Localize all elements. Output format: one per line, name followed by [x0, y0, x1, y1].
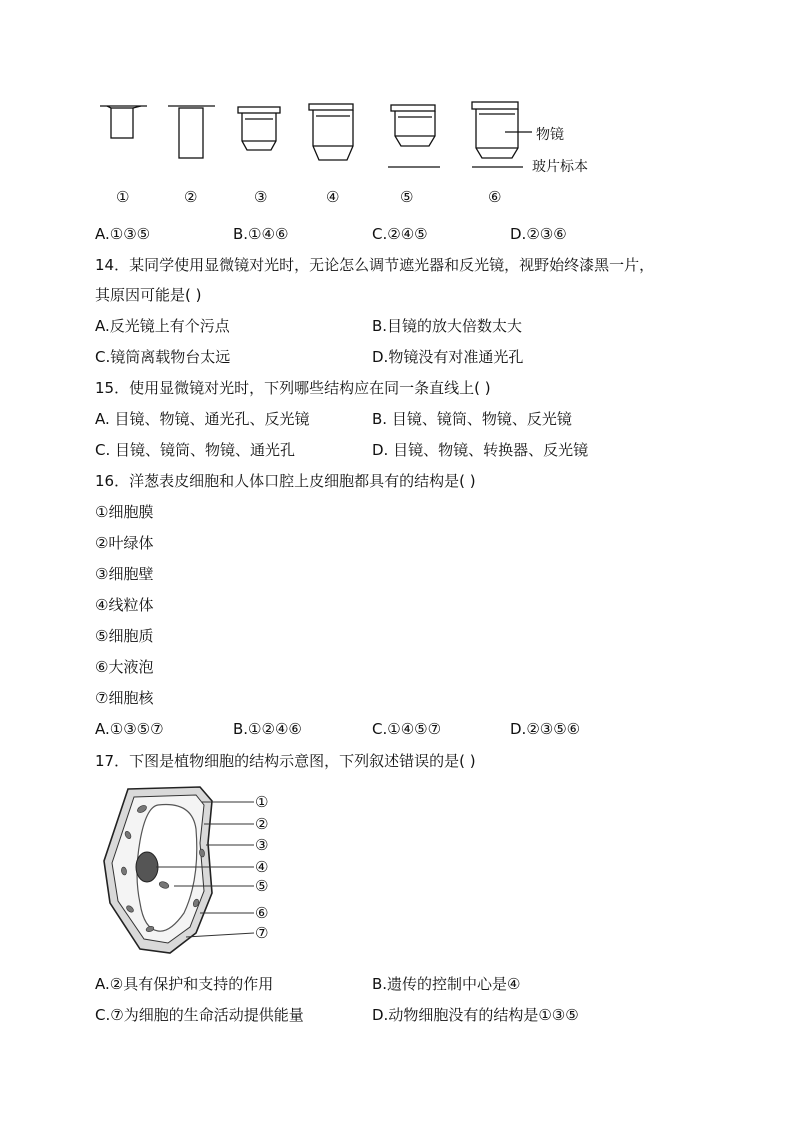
- lens-number-4: ④: [326, 188, 340, 206]
- q17-option-c: C.⑦为细胞的生命活动提供能量: [95, 1006, 304, 1024]
- q13-option-c: C.②④⑤: [372, 225, 428, 243]
- q16-item-6: ⑥大液泡: [95, 658, 154, 676]
- q16-option-a: A.①③⑤⑦: [95, 720, 164, 738]
- q16-item-1: ①细胞膜: [95, 503, 154, 521]
- lens-number-3: ③: [254, 188, 268, 206]
- q13-option-b: B.①④⑥: [233, 225, 289, 243]
- q13-option-d: D.②③⑥: [510, 225, 567, 243]
- cell-label-4: ④: [255, 858, 269, 876]
- q16-item-5: ⑤细胞质: [95, 627, 154, 645]
- q15-option-a: A. 目镜、物镜、通光孔、反光镜: [95, 410, 310, 428]
- q16-option-c: C.①④⑤⑦: [372, 720, 442, 738]
- q15-option-d: D. 目镜、物镜、转换器、反光镜: [372, 441, 589, 459]
- q16-option-d: D.②③⑤⑥: [510, 720, 581, 738]
- q16-item-4: ④线粒体: [95, 596, 154, 614]
- q16-item-7: ⑦细胞核: [95, 689, 154, 707]
- plant-cell-diagram: [100, 783, 280, 961]
- cell-label-1: ①: [255, 793, 269, 811]
- q15-option-b: B. 目镜、镜筒、物镜、反光镜: [372, 410, 572, 428]
- q17-stem: 17．下图是植物细胞的结构示意图，下列叙述错误的是( ): [95, 752, 476, 770]
- q14-option-c: C.镜筒离载物台太远: [95, 348, 231, 366]
- q14-stem-line1: 14．某同学使用显微镜对光时，无论怎么调节遮光器和反光镜，视野始终漆黑一片，: [95, 256, 655, 274]
- lens-number-5: ⑤: [400, 188, 414, 206]
- cell-label-5: ⑤: [255, 877, 269, 895]
- q16-option-b: B.①②④⑥: [233, 720, 302, 738]
- q17-option-d: D.动物细胞没有的结构是①③⑤: [372, 1006, 579, 1024]
- lens-number-2: ②: [184, 188, 198, 206]
- cell-label-2: ②: [255, 815, 269, 833]
- q14-option-a: A.反光镜上有个污点: [95, 317, 230, 335]
- objective-label: 物镜: [536, 127, 564, 143]
- lens-number-6: ⑥: [488, 188, 502, 206]
- lens-number-1: ①: [116, 188, 130, 206]
- q17-option-a: A.②具有保护和支持的作用: [95, 975, 274, 993]
- q14-option-d: D.物镜没有对准通光孔: [372, 348, 524, 366]
- q15-option-c: C. 目镜、镜筒、物镜、通光孔: [95, 441, 296, 459]
- q16-stem: 16．洋葱表皮细胞和人体口腔上皮细胞都具有的结构是( ): [95, 472, 476, 490]
- q17-option-b: B.遗传的控制中心是④: [372, 975, 521, 993]
- slide-label: 玻片标本: [532, 159, 588, 175]
- q13-option-a: A.①③⑤: [95, 225, 151, 243]
- q14-stem-line2: 其原因可能是( ): [95, 286, 202, 304]
- q14-option-b: B.目镜的放大倍数太大: [372, 317, 523, 335]
- q15-stem: 15．使用显微镜对光时，下列哪些结构应在同一条直线上( ): [95, 379, 491, 397]
- q16-item-3: ③细胞壁: [95, 565, 154, 583]
- cell-label-6: ⑥: [255, 904, 269, 922]
- cell-label-3: ③: [255, 836, 269, 854]
- cell-label-7: ⑦: [255, 924, 269, 942]
- q16-item-2: ②叶绿体: [95, 534, 154, 552]
